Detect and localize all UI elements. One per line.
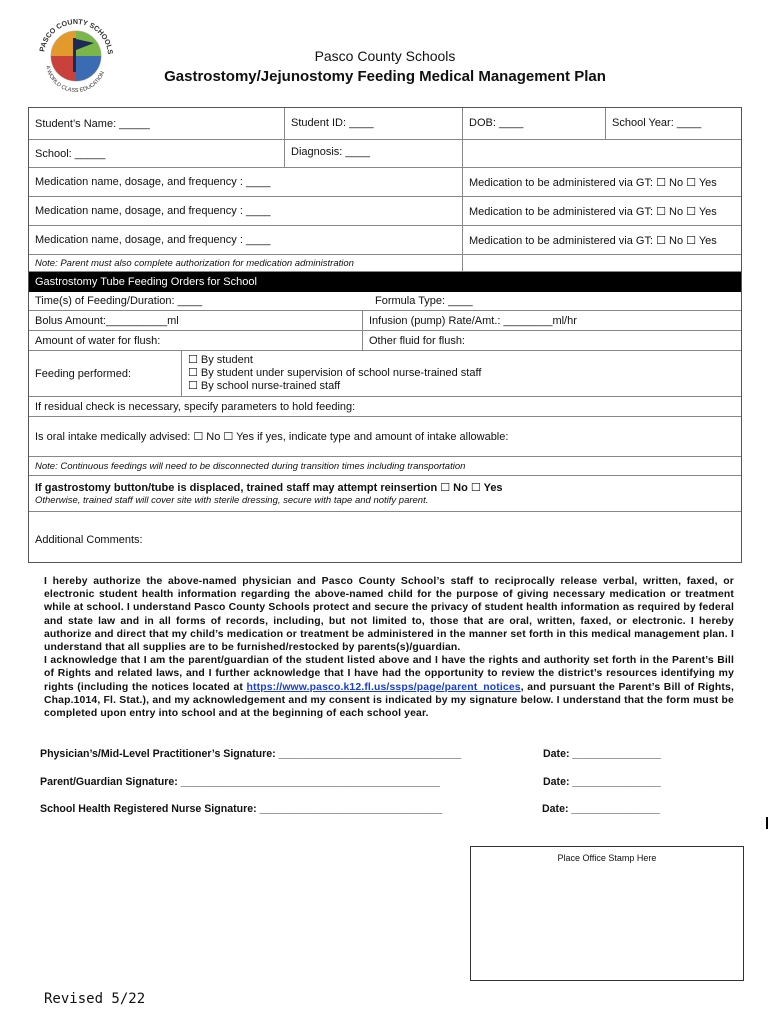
authorization-paragraph: I hereby authorize the above-named physician and Pasco County School’s staff to reciprocally release verbal, written, faxed, or electronic student health information regarding the above-named child for the purpose of giving necessary medication or treatment while at school. I understand Pasco County Schools protect and secure the privacy of student health information as required by federal and state law and in all forms of records, including, but not limited to, those that are oral, written, faxed, or electronic. I hereby authorize and direct that my child’s medication or treatment be administered in the manner set forth in this medical management plan. I understand that all supplies are to be furnished/restocked by parents(s)/guardian. bbox=[44, 576, 734, 654]
water-flush-field[interactable]: Amount of water for flush: bbox=[35, 334, 161, 347]
continuous-note-row bbox=[29, 457, 741, 476]
acknowledgement-text-end: , and pursuant the Parent’s Bill of Rights, Chap.1014, Fl. Stat.), and my acknowledgement and my consent is indicated by my signature below. I understand that the form must be completed upon entry into school and at the beginning of each school year. bbox=[44, 681, 734, 720]
authorization-text bbox=[44, 575, 734, 720]
feeding-plan-form bbox=[28, 107, 742, 563]
bolus-row bbox=[29, 311, 741, 331]
feeding-option-checkbox[interactable]: ☐ By student bbox=[188, 354, 253, 366]
physician-signature-line[interactable]: Physician’s/Mid-Level Practitioner’s Signature: _______________________________ bbox=[40, 748, 462, 760]
feeding-options bbox=[181, 351, 741, 396]
oral-intake-field[interactable]: Is oral intake medically advised: ☐ No ☐ Yes if yes, indicate type and amount of intake allowable: bbox=[35, 431, 509, 443]
feeding-performed-label: Feeding performed: bbox=[35, 367, 131, 380]
residual-row bbox=[29, 397, 741, 417]
additional-comments-field[interactable]: Additional Comments: bbox=[35, 534, 143, 546]
orders-header: Gastrostomy Tube Feeding Orders for School bbox=[35, 276, 257, 288]
medication-row-1 bbox=[29, 168, 741, 197]
feeding-option-checkbox[interactable]: ☐ By school nurse-trained staff bbox=[188, 380, 341, 392]
bolus-amount-field[interactable]: Bolus Amount:__________ml bbox=[35, 314, 179, 327]
office-stamp-box bbox=[470, 846, 744, 981]
student-name-field[interactable]: Student’s Name: _____ bbox=[35, 117, 150, 130]
school-name: Pasco County Schools bbox=[314, 48, 456, 64]
feeding-time-field[interactable]: Time(s) of Feeding/Duration: ____ bbox=[35, 295, 203, 307]
page-title: Gastrostomy/Jejunostomy Feeding Medical Management Plan bbox=[164, 68, 606, 85]
school-row bbox=[29, 140, 741, 168]
flush-row bbox=[29, 331, 741, 351]
other-fluid-field[interactable]: Other fluid for flush: bbox=[362, 331, 741, 350]
medication-gt-checkbox[interactable]: Medication to be administered via GT: ☐ No ☐ Yes bbox=[462, 226, 741, 254]
infusion-rate-field[interactable]: Infusion (pump) Rate/Amt.: ________ml/hr bbox=[362, 311, 741, 330]
parent-notices-link[interactable]: https://www.pasco.k12.fl.us/ssps/page/parent_notices bbox=[246, 681, 521, 693]
revision-label: Revised 5/22 bbox=[44, 991, 146, 1007]
diagnosis-blank bbox=[462, 140, 741, 167]
displaced-block bbox=[29, 476, 741, 511]
student-info-row bbox=[29, 108, 741, 140]
edge-mark bbox=[766, 817, 768, 829]
medication-field[interactable]: Medication name, dosage, and frequency : ____ bbox=[35, 234, 271, 246]
displaced-checkbox[interactable]: If gastrostomy button/tube is displaced, trained staff may attempt reinsertion ☐ No ☐ Yes bbox=[35, 481, 503, 494]
otherwise-note: Otherwise, trained staff will cover site with sterile dressing, secure with tape and notify parent. bbox=[35, 494, 429, 506]
comments-row bbox=[29, 512, 741, 563]
svg-text:A WORLD CLASS EDUCATION: A WORLD CLASS EDUCATION bbox=[44, 65, 107, 95]
acknowledgement-paragraph bbox=[44, 654, 734, 720]
nurse-date-line[interactable]: Date: _______________ bbox=[542, 803, 660, 815]
feeding-option-checkbox[interactable]: ☐ By student under supervision of school nurse-trained staff bbox=[188, 367, 482, 379]
dob-field[interactable]: DOB: ____ bbox=[462, 108, 605, 139]
physician-date-line[interactable]: Date: _______________ bbox=[543, 748, 661, 760]
stamp-label: Place Office Stamp Here bbox=[557, 853, 657, 863]
acknowledgement-text-start: I acknowledge that I am the parent/guardian of the student listed above and I have the rights and authority set forth in the Parent’s Bill of Rights and related laws, and I further acknowledge that I have had the opportunity to review the district’s resources identifying my rights (including the notices located at bbox=[44, 655, 734, 693]
medication-row-3 bbox=[29, 226, 741, 255]
feeding-performed-row bbox=[29, 351, 741, 397]
medication-field[interactable]: Medication name, dosage, and frequency : ____ bbox=[35, 176, 271, 188]
auth-note-row bbox=[29, 255, 741, 272]
continuous-note: Note: Continuous feedings will need to be disconnected during transition times including transportation bbox=[35, 460, 466, 472]
oral-intake-row bbox=[29, 417, 741, 457]
medication-gt-checkbox[interactable]: Medication to be administered via GT: ☐ No ☐ Yes bbox=[462, 168, 741, 196]
medication-row-2 bbox=[29, 197, 741, 226]
student-id-field[interactable]: Student ID: ____ bbox=[284, 108, 462, 139]
school-field[interactable]: School: _____ bbox=[35, 147, 106, 160]
orders-header-row bbox=[29, 272, 741, 292]
auth-note: Note: Parent must also complete authorization for medication administration bbox=[35, 257, 354, 269]
parent-date-line[interactable]: Date: _______________ bbox=[543, 776, 661, 788]
residual-check-field[interactable]: If residual check is necessary, specify parameters to hold feeding: bbox=[35, 400, 356, 413]
parent-signature-line[interactable]: Parent/Guardian Signature: ____________________________________________ bbox=[40, 776, 440, 788]
medication-gt-checkbox[interactable]: Medication to be administered via GT: ☐ No ☐ Yes bbox=[462, 197, 741, 225]
svg-text:PASCO COUNTY SCHOOLS: PASCO COUNTY SCHOOLS bbox=[37, 16, 116, 55]
auth-note-blank bbox=[462, 255, 741, 271]
school-year-field[interactable]: School Year: ____ bbox=[605, 108, 741, 139]
nurse-signature-line[interactable]: School Health Registered Nurse Signature: _______________________________ bbox=[40, 803, 443, 815]
diagnosis-field[interactable]: Diagnosis: ____ bbox=[284, 140, 462, 167]
displaced-row bbox=[29, 476, 741, 512]
formula-type-field[interactable]: Formula Type: ____ bbox=[375, 295, 473, 307]
medication-field[interactable]: Medication name, dosage, and frequency : ____ bbox=[35, 205, 271, 217]
feeding-time-row bbox=[29, 292, 741, 311]
